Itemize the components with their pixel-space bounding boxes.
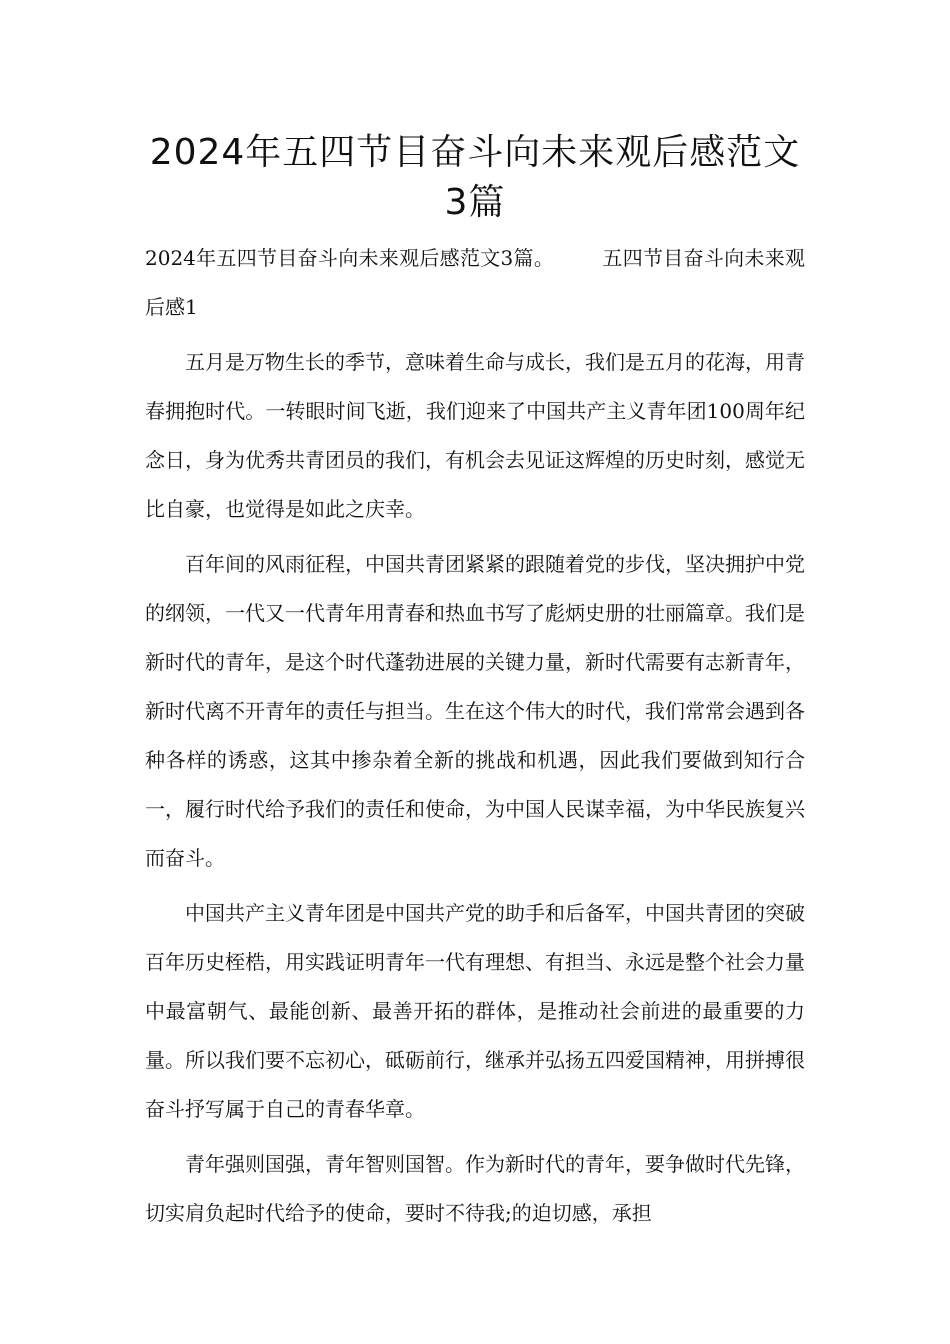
- intro-text: 2024年五四节目奋斗向未来观后感范文3篇。: [145, 246, 555, 270]
- document-title: [145, 128, 805, 228]
- intro-line: [145, 234, 805, 332]
- paragraph-1: 五月是万物生长的季节，意味着生命与成长，我们是五月的花海，用青春拥抱时代。一转眼时间飞逝，我们迎来了中国共产主义青年团100周年纪念日，身为优秀共青团员的我们，有机会去见证这辉煌的历史时刻，感觉无比自豪，也觉得是如此之庆幸。: [145, 350, 805, 521]
- paragraph-2: 百年间的风雨征程，中国共青团紧紧的跟随着党的步伐，坚决拥护中党的纲领，一代又一代青年用青春和热血书写了彪炳史册的壮丽篇章。我们是新时代的青年，是这个时代蓬勃进展的关键力量，新时代需要有志新青年，新时代离不开青年的责任与担当。生在这个伟大的时代，我们常常会遇到各种各样的诱惑，这其中掺杂着全新的挑战和机遇，因此我们要做到知行合一，履行时代给予我们的责任和使命，为中国人民谋幸福，为中华民族复兴而奋斗。: [145, 552, 805, 870]
- title-line-2: 3篇: [444, 182, 506, 223]
- paragraph-4: 青年强则国强，青年智则国智。作为新时代的青年，要争做时代先锋，切实肩负起时代给予的使命，要时不待我;的迫切感，承担: [145, 1152, 805, 1225]
- document-page: [145, 128, 805, 1244]
- section-heading: 五四节目奋斗向未来观后感1: [145, 246, 806, 319]
- paragraph-3: 中国共产主义青年团是中国共产党的助手和后备军，中国共青团的突破百年历史桎梏，用实践证明青年一代有理想、有担当、永远是整个社会力量中最富朝气、最能创新、最善开拓的群体，是推动社会前进的最重要的力量。所以我们要不忘初心，砥砺前行，继承并弘扬五四爱国精神，用拼搏很奋斗抒写属于自己的青春华章。: [145, 901, 805, 1121]
- title-line-1: 2024年五四节目奋斗向未来观后感范文: [149, 132, 801, 173]
